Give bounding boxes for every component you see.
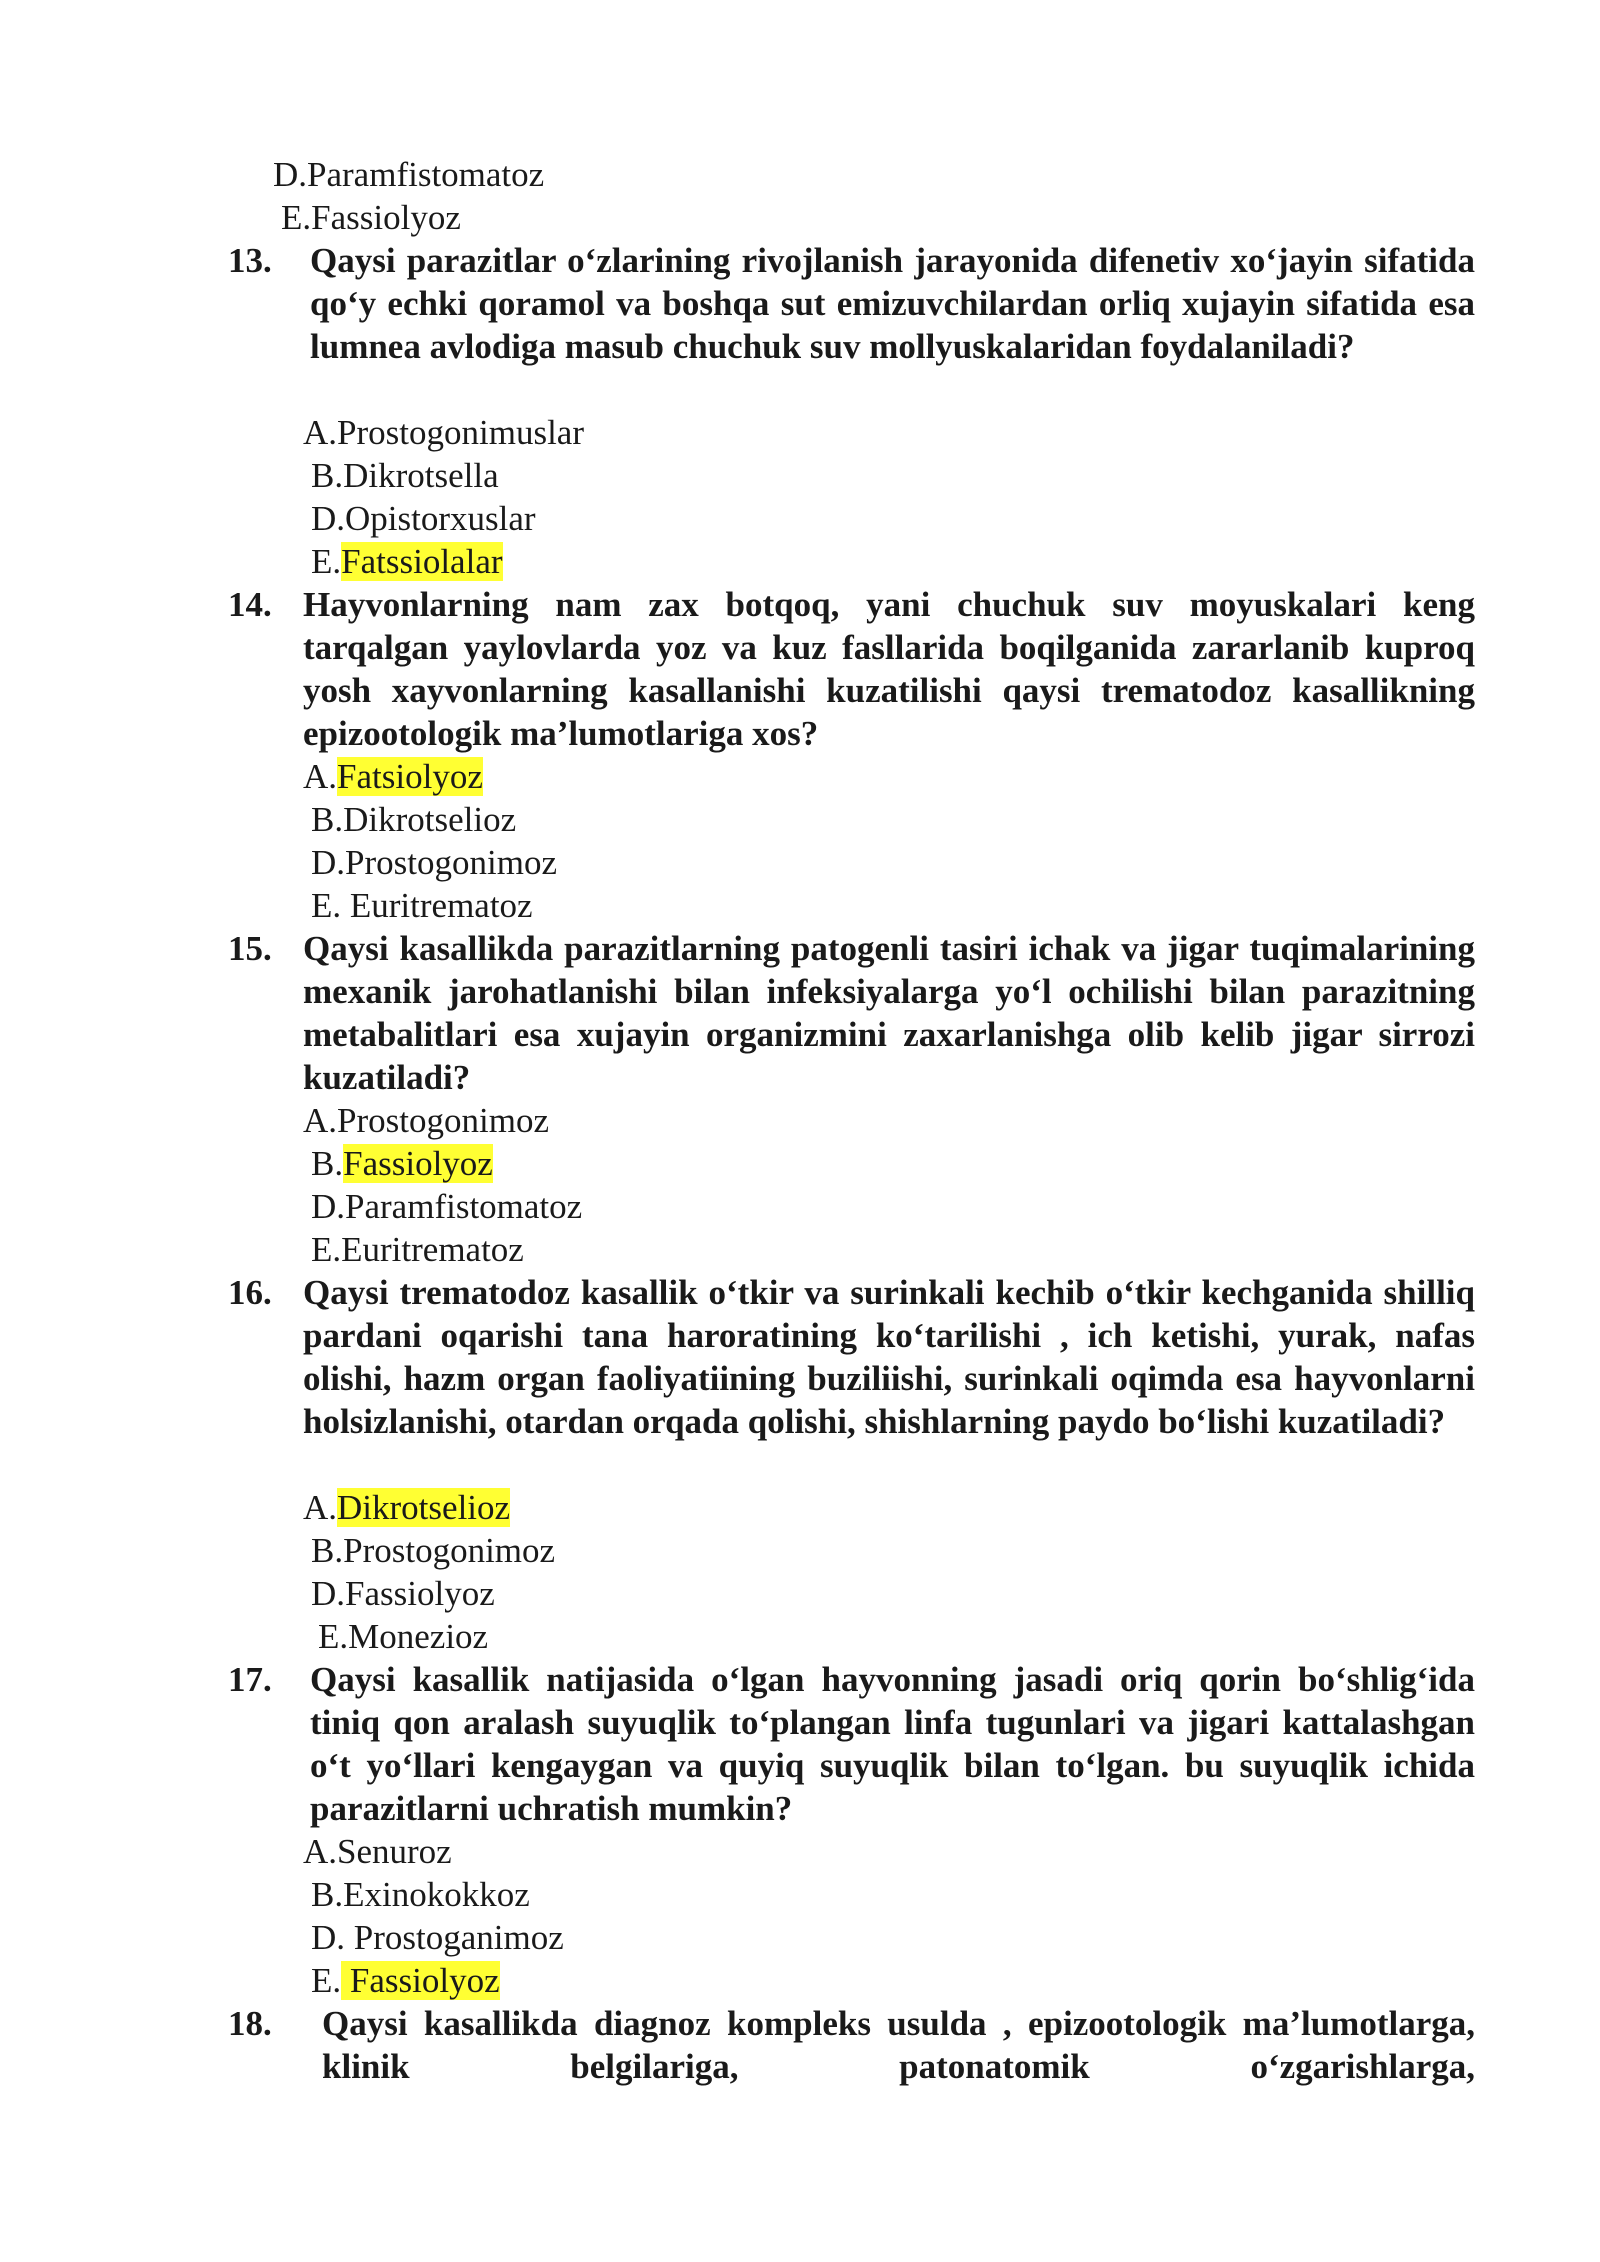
question-16-option-b: B.Prostogonimoz bbox=[311, 1531, 556, 1570]
question-16-text: Qaysi trematodoz kasallik o‘tkir va surinkali kechib o‘tkir kechganida shilliq pardani oqarishi tana haroratining ko‘tarilishi , ich ketishi, yurak, nafas olishi, hazm organ faoliyatiining buziliishi, surinkali oqimda esa hayvonlarni holsizlanishi, otardan orqada qolishi, shishlarning paydo bo‘lishi kuzatiladi? bbox=[303, 1273, 1475, 1441]
question-16-option-a: A.Dikrotselioz bbox=[303, 1488, 511, 1527]
answer-highlight: Fatssiolalar bbox=[341, 542, 503, 581]
question-13-option-d: D.Opistorxuslar bbox=[311, 499, 536, 538]
question-15-option-e: E.Euritrematoz bbox=[311, 1230, 524, 1269]
question-15-option-d: D.Paramfistomatoz bbox=[311, 1187, 583, 1226]
question-13-text: Qaysi parazitlar o‘zlarining rivojlanish jarayonida difenetiv xo‘jayin sifatida qo‘y echki qoramol va boshqa sut emizuvchilardan orliq xujayin sifatida esa lumnea avlodiga masub chuchuk suv mollyuskalaridan foydalaniladi? bbox=[310, 241, 1475, 366]
question-14-number: 14. bbox=[228, 585, 272, 624]
question-14-option-d: D.Prostogonimoz bbox=[311, 843, 557, 882]
question-13-number: 13. bbox=[228, 241, 272, 280]
question-14-option-e: E. Euritrematoz bbox=[311, 886, 533, 925]
question-13-option-b: B.Dikrotsella bbox=[311, 456, 499, 495]
question-16-number: 16. bbox=[228, 1273, 272, 1312]
question-14-text: Hayvonlarning nam zax botqoq, yani chuchuk suv moyuskalari keng tarqalgan yaylovlarda yoz va kuz fasllarida boqilganida zararlanib kuproq yosh xayvonlarning kasallanishi kuzatilishi qaysi trematodoz kasallikning epizootologik ma’lumotlariga xos? bbox=[303, 585, 1475, 753]
question-14-option-a: A.Fatsiolyoz bbox=[303, 757, 483, 796]
answer-highlight: Fassiolyoz bbox=[341, 1961, 500, 2000]
question-17-option-e: E. Fassiolyoz bbox=[311, 1961, 500, 2000]
question-15-number: 15. bbox=[228, 929, 272, 968]
question-17-option-a: A.Senuroz bbox=[303, 1832, 452, 1871]
question-17-option-d: D. Prostoganimoz bbox=[311, 1918, 564, 1957]
question-15-text: Qaysi kasallikda parazitlarning patogenli tasiri ichak va jigar tuqimalarining mexanik jarohatlanishi bilan infeksiyalarga yo‘l ochilishi bilan parazitning metabalitlari esa xujayin organizmini zaxarlanishga olib kelib jigar sirrozi kuzatiladi? bbox=[303, 929, 1475, 1097]
question-17-option-b: B.Exinokokkoz bbox=[311, 1875, 530, 1914]
question-15-option-b: B.Fassiolyoz bbox=[311, 1144, 493, 1183]
question-17-number: 17. bbox=[228, 1660, 272, 1699]
question-14-option-b: B.Dikrotselioz bbox=[311, 800, 517, 839]
answer-highlight: Dikrotselioz bbox=[337, 1488, 511, 1527]
answer-highlight: Fassiolyoz bbox=[343, 1144, 493, 1183]
question-18-number: 18. bbox=[228, 2004, 272, 2043]
prev-option-d: D.Paramfistomatoz bbox=[273, 155, 545, 194]
question-13-option-a: A.Prostogonimuslar bbox=[303, 413, 584, 452]
question-16-option-d: D.Fassiolyoz bbox=[311, 1574, 495, 1613]
answer-highlight: Fatsiolyoz bbox=[337, 757, 483, 796]
question-18-text: Qaysi kasallikda diagnoz kompleks usulda , epizootologik ma’lumotlarga, klinik belgilariga, patonatomik o‘zgarishlarga, bbox=[322, 2004, 1475, 2086]
question-13-option-e: E.Fatssiolalar bbox=[311, 542, 503, 581]
question-16-option-e: E.Monezioz bbox=[318, 1617, 489, 1656]
question-17-text: Qaysi kasallik natijasida o‘lgan hayvonning jasadi oriq qorin bo‘shlig‘ida tiniq qon aralash suyuqlik to‘plangan linfa tugunlari va jigari kattalashgan o‘t yo‘llari kengaygan va quyiq suyuqlik bilan to‘lgan. bu suyuqlik ichida parazitlarni uchratish mumkin? bbox=[310, 1660, 1475, 1828]
question-15-option-a: A.Prostogonimoz bbox=[303, 1101, 549, 1140]
prev-option-e: E.Fassiolyoz bbox=[281, 198, 461, 237]
